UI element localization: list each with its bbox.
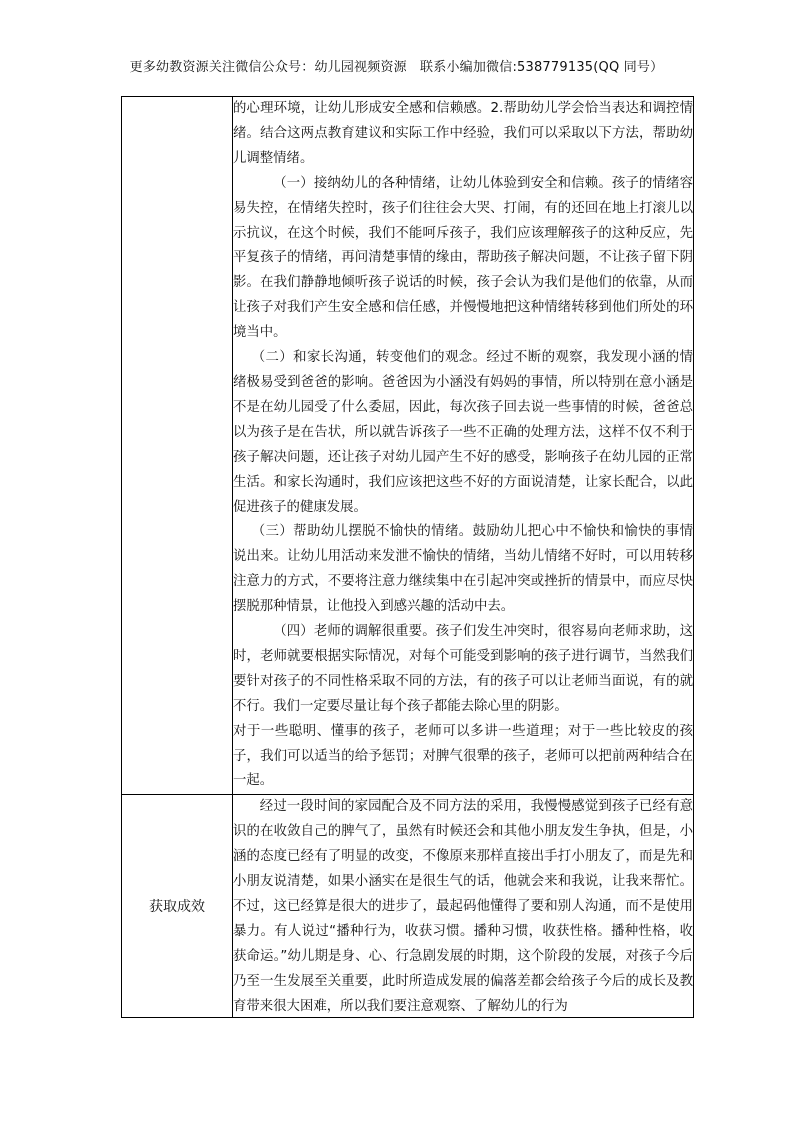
paragraph-method-4: （四）老师的调解很重要。孩子们发生冲突时，很容易向老师求助，这时，老师就要根据实际情况，对每个可能受到影响的孩子进行调节，当然我们要针对孩子的不同性格采取不同的方法，有的孩子可以让老师当面说，有的就不行。我们一定要尽量让每个孩子都能去除心里的阴影。 bbox=[233, 624, 693, 714]
page-header: 更多幼教资源关注微信公众号：幼儿园视频资源 联系小编加微信:538779135(QQ 同号） bbox=[129, 60, 664, 75]
paragraph-intro: 的心理环境，让幼儿形成安全感和信赖感。2.帮助幼儿学会恰当表达和调控情绪。结合这两点教育建议和实际工作中经验，我们可以采取以下方法，帮助幼儿调整情绪。 bbox=[233, 101, 693, 166]
row-label-empty bbox=[122, 97, 233, 795]
results-clip bbox=[233, 795, 693, 1017]
table-row-results bbox=[122, 795, 694, 1018]
paragraph-method-3: （三）帮助幼儿摆脱不愉快的情绪。鼓励幼儿把心中不愉快和愉快的事情说出来。让幼儿用活动来发泄不愉快的情绪，当幼儿情绪不好时，可以用转移注意力的方式，不要将注意力继续集中在引起冲突或挫折的情景中，而应尽快摆脱那种情景，让他投入到感兴趣的活动中去。 bbox=[233, 524, 693, 615]
table-row-methods bbox=[122, 97, 694, 795]
methods-cell bbox=[233, 97, 694, 795]
paragraph-method-2: （二）和家长沟通，转变他们的观念。经过不断的观察，我发现小涵的情绪极易受到爸爸的影响。爸爸因为小涵没有妈妈的事情，所以特别在意小涵是不是在幼儿园受了什么委屈，因此，每次孩子回去说一些事情的时候，爸爸总以为孩子是在告状，所以就告诉孩子一些不正确的处理方法，这样不仅不利于孩子解决问题，还让孩子对幼儿园产生不好的感受，影响孩子在幼儿园的正常生活。和家长沟通时，我们应该把这些不好的方面说清楚，让家长配合，以此促进孩子的健康发展。 bbox=[233, 350, 693, 515]
results-cell bbox=[233, 795, 694, 1018]
paragraph-results: 经过一段时间的家园配合及不同方法的采用，我慢慢感觉到孩子已经有意识的在收敛自己的脾气了，虽然有时候还会和其他小朋友发生争执，但是，小涵的态度已经有了明显的改变，不像原来那样直接出手打小朋友了，而是先和小朋友说清楚，如果小涵实在是很生气的话，他就会来和我说，让我来帮忙。不过，这已经算是很大的进步了，最起码他懂得了要和别人沟通，而不是使用暴力。有人说过“播种行为，收获习惯。播种习惯，收获性格。播种性格，收获命运。”幼儿期是身、心、行急剧发展的时期，这个阶段的发展，对孩子今后乃至一生发展至关重要，此时所造成发展的偏落差都会给孩子今后的成长及教育带来很大困难，所以我们要注意观察、了解幼儿的行为 bbox=[233, 799, 693, 1014]
content-table bbox=[121, 96, 694, 1018]
row-label-results: 获取成效 bbox=[122, 795, 233, 1018]
paragraph-method-1: （一）接纳幼儿的各种情绪，让幼儿体验到安全和信赖。孩子的情绪容易失控，在情绪失控时，孩子们往往会大哭、打闹，有的还回在地上打滚儿以示抗议，在这个时候，我们不能呵斥孩子，我们应该理解孩子的这种反应，先平复孩子的情绪，再问清楚事情的缘由，帮助孩子解决问题，不让孩子留下阴影。在我们静静地倾听孩子说话的时候，孩子会认为我们是他们的依靠，从而让孩子对我们产生安全感和信任感，并慢慢地把这种情绪转移到他们所处的环境当中。 bbox=[233, 175, 693, 341]
paragraph-conclusion: 对于一些聪明、懂事的孩子，老师可以多讲一些道理；对于一些比较皮的孩子，我们可以适当的给予惩罚；对脾气很犟的孩子，老师可以把前两种结合在一起。 bbox=[233, 723, 693, 789]
